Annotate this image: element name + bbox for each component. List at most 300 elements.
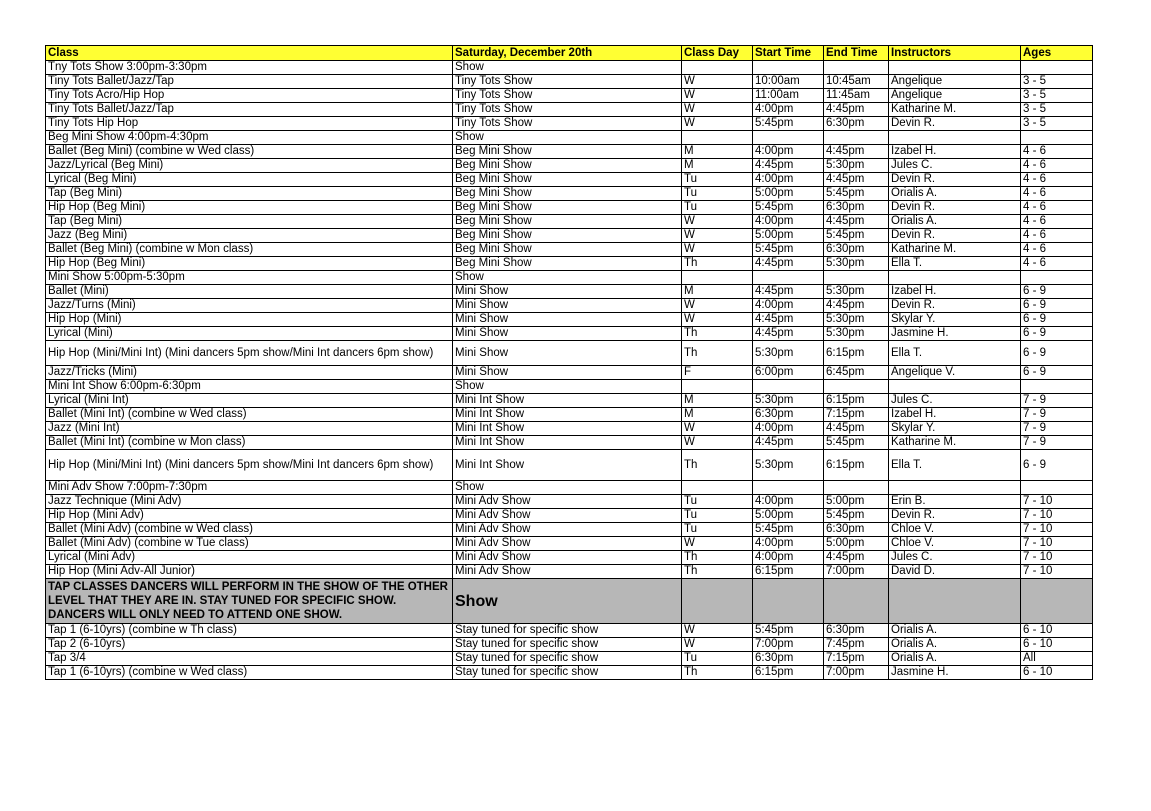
cell-class: Tap 1 (6-10yrs) (combine w Wed class) bbox=[46, 666, 453, 680]
cell-class-day: W bbox=[682, 75, 753, 89]
cell-end-time: 4:45pm bbox=[824, 299, 889, 313]
cell-start-time: 5:00pm bbox=[753, 187, 824, 201]
cell-class-day: Tu bbox=[682, 652, 753, 666]
table-row bbox=[46, 229, 1093, 243]
cell-end-time: 10:45am bbox=[824, 75, 889, 89]
cell-ages: 6 - 10 bbox=[1021, 638, 1093, 652]
cell-instructor: Jasmine H. bbox=[889, 666, 1021, 680]
header-row bbox=[46, 46, 1093, 61]
header-ages: Ages bbox=[1021, 46, 1093, 61]
cell-end-time: 7:00pm bbox=[824, 666, 889, 680]
cell-class-day bbox=[682, 271, 753, 285]
cell-class-day: Tu bbox=[682, 201, 753, 215]
cell-start-time: 4:45pm bbox=[753, 313, 824, 327]
cell-show: Stay tuned for specific show bbox=[453, 624, 682, 638]
cell-end-time: 5:30pm bbox=[824, 327, 889, 341]
cell-start-time: 6:30pm bbox=[753, 652, 824, 666]
cell-show: Beg Mini Show bbox=[453, 159, 682, 173]
table-row bbox=[46, 638, 1093, 652]
table-row bbox=[46, 285, 1093, 299]
cell-class: Hip Hop (Beg Mini) bbox=[46, 201, 453, 215]
cell-instructor: Angelique bbox=[889, 89, 1021, 103]
table-row bbox=[46, 652, 1093, 666]
cell-class-day: W bbox=[682, 229, 753, 243]
cell-start-time: 5:00pm bbox=[753, 229, 824, 243]
cell-ages: 7 - 10 bbox=[1021, 551, 1093, 565]
cell-end-time: 5:30pm bbox=[824, 285, 889, 299]
cell-class-day: M bbox=[682, 145, 753, 159]
cell-end-time: 6:30pm bbox=[824, 624, 889, 638]
cell-end-time bbox=[824, 61, 889, 75]
table-row bbox=[46, 341, 1093, 366]
cell-show: Show bbox=[453, 131, 682, 145]
cell-start-time: 5:45pm bbox=[753, 624, 824, 638]
cell-class: Hip Hop (Mini/Mini Int) (Mini dancers 5pm show/Mini Int dancers 6pm show) bbox=[46, 450, 453, 481]
cell-class: Jazz (Beg Mini) bbox=[46, 229, 453, 243]
cell-end-time: 5:45pm bbox=[824, 187, 889, 201]
cell-start-time: 4:45pm bbox=[753, 436, 824, 450]
table-row bbox=[46, 394, 1093, 408]
cell-ages: 4 - 6 bbox=[1021, 187, 1093, 201]
cell-start-time: 5:45pm bbox=[753, 243, 824, 257]
cell-class-day: W bbox=[682, 422, 753, 436]
cell-class: Hip Hop (Mini/Mini Int) (Mini dancers 5pm show/Mini Int dancers 6pm show) bbox=[46, 341, 453, 366]
table-row bbox=[46, 103, 1093, 117]
table-row bbox=[46, 215, 1093, 229]
cell-instructor: Orialis A. bbox=[889, 638, 1021, 652]
cell-instructor: Devin R. bbox=[889, 201, 1021, 215]
cell-ages bbox=[1021, 131, 1093, 145]
cell-instructor: Devin R. bbox=[889, 299, 1021, 313]
cell-show: Mini Show bbox=[453, 366, 682, 380]
cell-start-time: 4:00pm bbox=[753, 299, 824, 313]
cell-end-time: 7:15pm bbox=[824, 652, 889, 666]
cell-ages: 3 - 5 bbox=[1021, 75, 1093, 89]
cell-class: Tiny Tots Ballet/Jazz/Tap bbox=[46, 103, 453, 117]
cell-instructor bbox=[889, 131, 1021, 145]
cell-class: Lyrical (Mini) bbox=[46, 327, 453, 341]
cell-start-time bbox=[753, 131, 824, 145]
cell-instructor: Chloe V. bbox=[889, 537, 1021, 551]
cell-instructor bbox=[889, 380, 1021, 394]
cell-ages bbox=[1021, 579, 1093, 624]
cell-class: Jazz/Tricks (Mini) bbox=[46, 366, 453, 380]
cell-ages: 6 - 9 bbox=[1021, 366, 1093, 380]
cell-ages bbox=[1021, 380, 1093, 394]
cell-show: Mini Show bbox=[453, 327, 682, 341]
cell-class-day bbox=[682, 380, 753, 394]
cell-class: Ballet (Mini Int) (combine w Mon class) bbox=[46, 436, 453, 450]
cell-ages: 6 - 9 bbox=[1021, 327, 1093, 341]
cell-class-day: Th bbox=[682, 551, 753, 565]
tap-note-row bbox=[46, 579, 1093, 624]
cell-class-day: Th bbox=[682, 450, 753, 481]
cell-class: Mini Adv Show 7:00pm-7:30pm bbox=[46, 481, 453, 495]
cell-ages: 4 - 6 bbox=[1021, 229, 1093, 243]
cell-show: Show bbox=[453, 380, 682, 394]
header-instructors: Instructors bbox=[889, 46, 1021, 61]
cell-show: Mini Int Show bbox=[453, 450, 682, 481]
cell-start-time: 5:30pm bbox=[753, 394, 824, 408]
cell-show: Beg Mini Show bbox=[453, 145, 682, 159]
table-row bbox=[46, 408, 1093, 422]
cell-instructor: Jules C. bbox=[889, 159, 1021, 173]
cell-end-time: 4:45pm bbox=[824, 145, 889, 159]
cell-end-time: 7:00pm bbox=[824, 565, 889, 579]
cell-instructor: Orialis A. bbox=[889, 652, 1021, 666]
cell-class-day: Th bbox=[682, 666, 753, 680]
cell-show: Mini Adv Show bbox=[453, 495, 682, 509]
cell-instructor: Erin B. bbox=[889, 495, 1021, 509]
section-header-row bbox=[46, 131, 1093, 145]
cell-class: Tap (Beg Mini) bbox=[46, 215, 453, 229]
cell-show: Stay tuned for specific show bbox=[453, 638, 682, 652]
cell-end-time: 6:30pm bbox=[824, 117, 889, 131]
cell-start-time: 4:00pm bbox=[753, 551, 824, 565]
cell-class: Tap 2 (6-10yrs) bbox=[46, 638, 453, 652]
cell-instructor: Angelique V. bbox=[889, 366, 1021, 380]
table-row bbox=[46, 243, 1093, 257]
cell-end-time: 7:15pm bbox=[824, 408, 889, 422]
cell-end-time bbox=[824, 271, 889, 285]
cell-start-time: 5:00pm bbox=[753, 509, 824, 523]
cell-instructor: Izabel H. bbox=[889, 285, 1021, 299]
cell-class-day: Th bbox=[682, 565, 753, 579]
cell-ages: 4 - 6 bbox=[1021, 159, 1093, 173]
cell-ages: 7 - 10 bbox=[1021, 537, 1093, 551]
cell-instructor: Ella T. bbox=[889, 257, 1021, 271]
cell-instructor: Orialis A. bbox=[889, 215, 1021, 229]
cell-start-time: 4:00pm bbox=[753, 215, 824, 229]
cell-ages: 7 - 10 bbox=[1021, 509, 1093, 523]
cell-end-time: 4:45pm bbox=[824, 551, 889, 565]
cell-start-time: 4:45pm bbox=[753, 257, 824, 271]
cell-end-time: 6:15pm bbox=[824, 450, 889, 481]
cell-class-day: W bbox=[682, 215, 753, 229]
cell-show: Mini Int Show bbox=[453, 394, 682, 408]
table-row bbox=[46, 117, 1093, 131]
cell-end-time: 5:45pm bbox=[824, 229, 889, 243]
cell-class: Mini Int Show 6:00pm-6:30pm bbox=[46, 380, 453, 394]
cell-class-day: Tu bbox=[682, 187, 753, 201]
table-row bbox=[46, 495, 1093, 509]
schedule-body bbox=[46, 46, 1093, 680]
cell-show: Mini Adv Show bbox=[453, 523, 682, 537]
cell-show: Mini Int Show bbox=[453, 436, 682, 450]
cell-class: Ballet (Mini Adv) (combine w Tue class) bbox=[46, 537, 453, 551]
cell-end-time bbox=[824, 380, 889, 394]
cell-instructor: Devin R. bbox=[889, 117, 1021, 131]
header-class: Class bbox=[46, 46, 453, 61]
cell-class-day bbox=[682, 131, 753, 145]
cell-instructor: Jasmine H. bbox=[889, 327, 1021, 341]
table-row bbox=[46, 75, 1093, 89]
cell-class: Beg Mini Show 4:00pm-4:30pm bbox=[46, 131, 453, 145]
cell-instructor bbox=[889, 271, 1021, 285]
header-end-time: End Time bbox=[824, 46, 889, 61]
cell-class: Jazz/Turns (Mini) bbox=[46, 299, 453, 313]
cell-ages: 7 - 9 bbox=[1021, 436, 1093, 450]
cell-end-time bbox=[824, 481, 889, 495]
section-header-row bbox=[46, 481, 1093, 495]
table-row bbox=[46, 187, 1093, 201]
cell-start-time: 5:30pm bbox=[753, 450, 824, 481]
cell-end-time: 5:30pm bbox=[824, 257, 889, 271]
cell-start-time: 5:45pm bbox=[753, 523, 824, 537]
cell-start-time bbox=[753, 380, 824, 394]
cell-start-time bbox=[753, 579, 824, 624]
cell-ages: 7 - 9 bbox=[1021, 394, 1093, 408]
cell-start-time: 4:45pm bbox=[753, 159, 824, 173]
cell-start-time: 5:30pm bbox=[753, 341, 824, 366]
cell-ages: 6 - 10 bbox=[1021, 666, 1093, 680]
cell-ages: 4 - 6 bbox=[1021, 145, 1093, 159]
cell-instructor: Jules C. bbox=[889, 551, 1021, 565]
cell-start-time: 4:00pm bbox=[753, 422, 824, 436]
cell-instructor: Ella T. bbox=[889, 450, 1021, 481]
cell-end-time: 6:15pm bbox=[824, 394, 889, 408]
cell-instructor: Chloe V. bbox=[889, 523, 1021, 537]
cell-class: Tiny Tots Ballet/Jazz/Tap bbox=[46, 75, 453, 89]
cell-instructor: Orialis A. bbox=[889, 187, 1021, 201]
cell-ages bbox=[1021, 271, 1093, 285]
cell-class: Hip Hop (Beg Mini) bbox=[46, 257, 453, 271]
cell-class: TAP CLASSES DANCERS WILL PERFORM IN THE SHOW OF THE OTHER LEVEL THAT THEY ARE IN. STAY TUNED FOR SPECIFIC SHOW. DANCERS WILL ONLY NEED TO ATTEND ONE SHOW. bbox=[46, 579, 453, 624]
cell-class: Tap 3/4 bbox=[46, 652, 453, 666]
cell-instructor: Devin R. bbox=[889, 229, 1021, 243]
cell-class-day: Th bbox=[682, 327, 753, 341]
header-class-day: Class Day bbox=[682, 46, 753, 61]
cell-class: Ballet (Mini) bbox=[46, 285, 453, 299]
cell-ages: 7 - 10 bbox=[1021, 523, 1093, 537]
cell-class: Ballet (Beg Mini) (combine w Mon class) bbox=[46, 243, 453, 257]
cell-instructor: Katharine M. bbox=[889, 436, 1021, 450]
cell-class: Ballet (Mini Int) (combine w Wed class) bbox=[46, 408, 453, 422]
cell-end-time bbox=[824, 579, 889, 624]
cell-ages: 4 - 6 bbox=[1021, 215, 1093, 229]
cell-instructor bbox=[889, 61, 1021, 75]
cell-ages: 7 - 10 bbox=[1021, 495, 1093, 509]
cell-show: Mini Show bbox=[453, 285, 682, 299]
table-row bbox=[46, 523, 1093, 537]
cell-start-time: 4:45pm bbox=[753, 327, 824, 341]
cell-ages: All bbox=[1021, 652, 1093, 666]
cell-end-time: 11:45am bbox=[824, 89, 889, 103]
cell-ages bbox=[1021, 61, 1093, 75]
cell-class-day: W bbox=[682, 89, 753, 103]
cell-start-time: 10:00am bbox=[753, 75, 824, 89]
cell-end-time bbox=[824, 131, 889, 145]
cell-instructor: Angelique bbox=[889, 75, 1021, 89]
cell-class: Lyrical (Mini Adv) bbox=[46, 551, 453, 565]
cell-end-time: 5:30pm bbox=[824, 313, 889, 327]
cell-instructor: Katharine M. bbox=[889, 103, 1021, 117]
cell-ages: 4 - 6 bbox=[1021, 173, 1093, 187]
cell-class-day bbox=[682, 481, 753, 495]
cell-class-day: Th bbox=[682, 257, 753, 271]
cell-ages: 4 - 6 bbox=[1021, 257, 1093, 271]
cell-start-time: 6:15pm bbox=[753, 565, 824, 579]
table-row bbox=[46, 299, 1093, 313]
cell-start-time: 7:00pm bbox=[753, 638, 824, 652]
cell-class-day: W bbox=[682, 117, 753, 131]
cell-class: Hip Hop (Mini Adv-All Junior) bbox=[46, 565, 453, 579]
cell-class-day: M bbox=[682, 394, 753, 408]
cell-start-time: 4:45pm bbox=[753, 285, 824, 299]
section-header-row bbox=[46, 61, 1093, 75]
cell-show: Tiny Tots Show bbox=[453, 75, 682, 89]
cell-ages: 3 - 5 bbox=[1021, 103, 1093, 117]
cell-end-time: 6:15pm bbox=[824, 341, 889, 366]
cell-instructor: Devin R. bbox=[889, 173, 1021, 187]
cell-show: Tiny Tots Show bbox=[453, 89, 682, 103]
cell-show: Mini Adv Show bbox=[453, 537, 682, 551]
cell-show: Beg Mini Show bbox=[453, 257, 682, 271]
table-row bbox=[46, 509, 1093, 523]
cell-class-day: Tu bbox=[682, 523, 753, 537]
section-header-row bbox=[46, 380, 1093, 394]
cell-class: Ballet (Beg Mini) (combine w Wed class) bbox=[46, 145, 453, 159]
cell-end-time: 7:45pm bbox=[824, 638, 889, 652]
cell-show: Show bbox=[453, 271, 682, 285]
cell-show: Stay tuned for specific show bbox=[453, 652, 682, 666]
cell-end-time: 4:45pm bbox=[824, 173, 889, 187]
cell-start-time: 5:45pm bbox=[753, 117, 824, 131]
cell-start-time: 4:00pm bbox=[753, 537, 824, 551]
cell-class: Tap 1 (6-10yrs) (combine w Th class) bbox=[46, 624, 453, 638]
cell-start-time: 4:00pm bbox=[753, 495, 824, 509]
cell-start-time: 4:00pm bbox=[753, 145, 824, 159]
cell-ages: 4 - 6 bbox=[1021, 201, 1093, 215]
cell-class: Tiny Tots Acro/Hip Hop bbox=[46, 89, 453, 103]
cell-show: Beg Mini Show bbox=[453, 173, 682, 187]
cell-instructor bbox=[889, 481, 1021, 495]
cell-show: Beg Mini Show bbox=[453, 243, 682, 257]
cell-start-time: 4:00pm bbox=[753, 173, 824, 187]
cell-instructor: Katharine M. bbox=[889, 243, 1021, 257]
cell-instructor: Devin R. bbox=[889, 509, 1021, 523]
cell-instructor bbox=[889, 579, 1021, 624]
cell-ages: 7 - 10 bbox=[1021, 565, 1093, 579]
cell-class-day: Tu bbox=[682, 495, 753, 509]
cell-class: Jazz (Mini Int) bbox=[46, 422, 453, 436]
cell-class-day: Tu bbox=[682, 509, 753, 523]
cell-show: Show bbox=[453, 579, 682, 624]
cell-end-time: 5:30pm bbox=[824, 159, 889, 173]
cell-end-time: 5:45pm bbox=[824, 436, 889, 450]
cell-class-day: W bbox=[682, 313, 753, 327]
cell-class: Ballet (Mini Adv) (combine w Wed class) bbox=[46, 523, 453, 537]
cell-class-day: M bbox=[682, 408, 753, 422]
table-row bbox=[46, 89, 1093, 103]
cell-end-time: 6:45pm bbox=[824, 366, 889, 380]
cell-class: Lyrical (Mini Int) bbox=[46, 394, 453, 408]
cell-start-time: 11:00am bbox=[753, 89, 824, 103]
table-row bbox=[46, 145, 1093, 159]
cell-class-day: Th bbox=[682, 341, 753, 366]
cell-ages bbox=[1021, 481, 1093, 495]
cell-start-time: 6:15pm bbox=[753, 666, 824, 680]
cell-end-time: 6:30pm bbox=[824, 201, 889, 215]
cell-class-day: W bbox=[682, 537, 753, 551]
cell-show: Beg Mini Show bbox=[453, 187, 682, 201]
cell-class: Tny Tots Show 3:00pm-3:30pm bbox=[46, 61, 453, 75]
cell-ages: 6 - 9 bbox=[1021, 341, 1093, 366]
table-row bbox=[46, 366, 1093, 380]
cell-ages: 6 - 9 bbox=[1021, 313, 1093, 327]
cell-instructor: David D. bbox=[889, 565, 1021, 579]
cell-ages: 6 - 9 bbox=[1021, 450, 1093, 481]
cell-show: Show bbox=[453, 481, 682, 495]
cell-instructor: Skylar Y. bbox=[889, 422, 1021, 436]
cell-end-time: 6:30pm bbox=[824, 523, 889, 537]
cell-class-day: F bbox=[682, 366, 753, 380]
cell-start-time bbox=[753, 61, 824, 75]
table-row bbox=[46, 537, 1093, 551]
table-row bbox=[46, 422, 1093, 436]
cell-start-time bbox=[753, 271, 824, 285]
header-date: Saturday, December 20th bbox=[453, 46, 682, 61]
cell-show: Tiny Tots Show bbox=[453, 117, 682, 131]
cell-end-time: 4:45pm bbox=[824, 422, 889, 436]
cell-class-day: W bbox=[682, 299, 753, 313]
table-row bbox=[46, 565, 1093, 579]
cell-show: Mini Int Show bbox=[453, 408, 682, 422]
cell-ages: 6 - 10 bbox=[1021, 624, 1093, 638]
cell-ages: 3 - 5 bbox=[1021, 117, 1093, 131]
cell-class-day: W bbox=[682, 436, 753, 450]
table-row bbox=[46, 436, 1093, 450]
table-row bbox=[46, 551, 1093, 565]
cell-end-time: 5:00pm bbox=[824, 495, 889, 509]
cell-instructor: Izabel H. bbox=[889, 408, 1021, 422]
cell-ages: 6 - 9 bbox=[1021, 285, 1093, 299]
cell-show: Mini Show bbox=[453, 341, 682, 366]
cell-start-time bbox=[753, 481, 824, 495]
cell-class: Mini Show 5:00pm-5:30pm bbox=[46, 271, 453, 285]
cell-start-time: 5:45pm bbox=[753, 201, 824, 215]
cell-class: Hip Hop (Mini) bbox=[46, 313, 453, 327]
cell-class-day: W bbox=[682, 638, 753, 652]
table-row bbox=[46, 313, 1093, 327]
cell-show: Mini Show bbox=[453, 299, 682, 313]
table-row bbox=[46, 173, 1093, 187]
cell-class: Lyrical (Beg Mini) bbox=[46, 173, 453, 187]
cell-show: Mini Adv Show bbox=[453, 509, 682, 523]
cell-show: Mini Adv Show bbox=[453, 565, 682, 579]
section-header-row bbox=[46, 271, 1093, 285]
cell-class-day: W bbox=[682, 103, 753, 117]
cell-end-time: 4:45pm bbox=[824, 215, 889, 229]
cell-class-day: Tu bbox=[682, 173, 753, 187]
cell-class: Tiny Tots Hip Hop bbox=[46, 117, 453, 131]
cell-instructor: Ella T. bbox=[889, 341, 1021, 366]
table-row bbox=[46, 159, 1093, 173]
cell-instructor: Skylar Y. bbox=[889, 313, 1021, 327]
table-row bbox=[46, 257, 1093, 271]
cell-instructor: Orialis A. bbox=[889, 624, 1021, 638]
cell-show: Mini Show bbox=[453, 313, 682, 327]
cell-show: Mini Int Show bbox=[453, 422, 682, 436]
cell-class-day: M bbox=[682, 285, 753, 299]
cell-class: Jazz/Lyrical (Beg Mini) bbox=[46, 159, 453, 173]
cell-class: Jazz Technique (Mini Adv) bbox=[46, 495, 453, 509]
cell-show: Mini Adv Show bbox=[453, 551, 682, 565]
cell-class: Hip Hop (Mini Adv) bbox=[46, 509, 453, 523]
cell-ages: 6 - 9 bbox=[1021, 299, 1093, 313]
cell-show: Show bbox=[453, 61, 682, 75]
cell-class-day: W bbox=[682, 624, 753, 638]
